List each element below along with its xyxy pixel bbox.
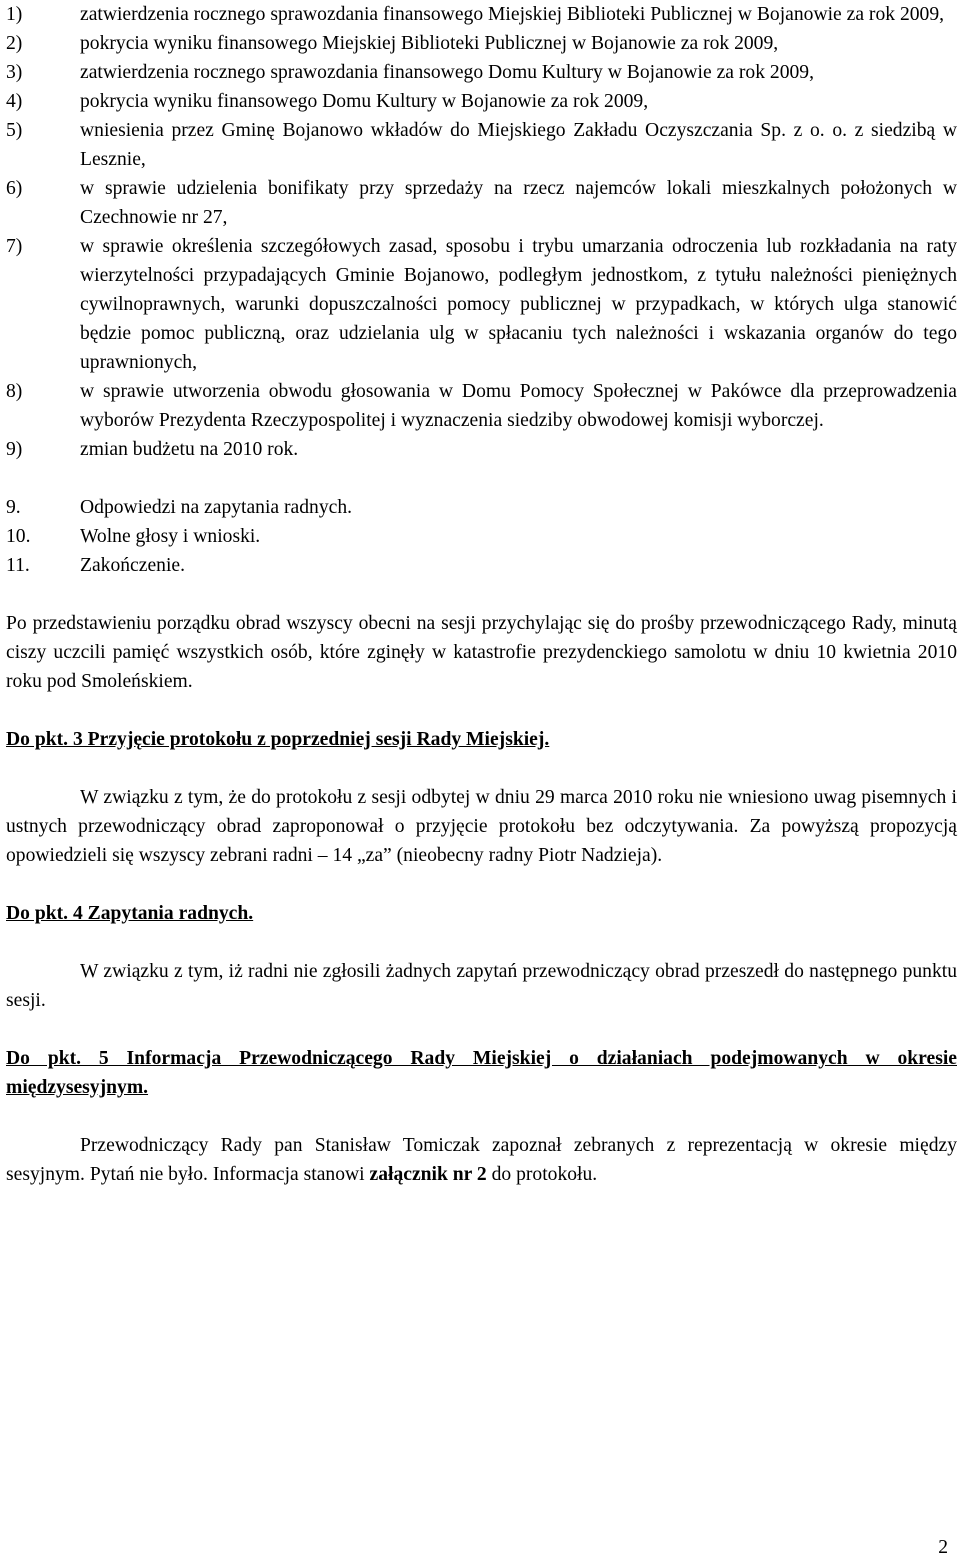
intro-paragraph: Po przedstawieniu porządku obrad wszyscy obecni na sesji przychylając się do prośby przewodniczącego Rady, minutą ciszy uczcili pamięć wszystkich osób, które zginęły w katastrofie prezydenckiego samolotu w dniu 10 kwietnia 2010 roku pod Smoleńskiem.: [6, 613, 957, 692]
item-text: zmian budżetu na 2010 rok.: [80, 439, 299, 460]
list-item: [6, 58, 957, 87]
section-5-heading: Do pkt. 5 Informacja Przewodniczącego Rady Miejskiej o działaniach podejmowanych w okresie międzysesyjnym.: [6, 1048, 957, 1098]
list-item: [6, 522, 957, 551]
list-item: [6, 0, 957, 29]
section-5-body-end: do protokołu.: [486, 1164, 598, 1185]
item-text: zatwierdzenia rocznego sprawozdania finansowego Domu Kultury w Bojanowie za rok 2009,: [80, 62, 814, 83]
item-text: w sprawie określenia szczegółowych zasad, sposobu i trybu umarzania odroczenia lub rozkładania na raty wierzytelności przypadających Gminie Bojanowo, podległym jednostkom, z tytułu należności pieniężnych cywilnoprawnych, warunki dopuszczalności pomocy publicznej w przypadkach, w których ulga stanowić będzie pomoc publiczną, oraz udzielania ulg w spłacaniu tych należności i wskazania organów do tego uprawnionych,: [80, 236, 957, 373]
list-item: [6, 493, 957, 522]
list-item: [6, 116, 957, 174]
page-number: 2: [938, 1537, 948, 1558]
item-text: pokrycia wyniku finansowego Domu Kultury w Bojanowie za rok 2009,: [80, 91, 649, 112]
attachment-reference: załącznik nr 2: [369, 1164, 487, 1185]
item-number: 9.: [6, 497, 21, 518]
list-item: [6, 551, 957, 580]
item-text: Zakończenie.: [80, 555, 185, 576]
item-text: w sprawie udzielenia bonifikaty przy sprzedaży na rzecz najemców lokali mieszkalnych położonych w Czechnowie nr 27,: [80, 178, 957, 228]
list-item: [6, 435, 957, 464]
list-item: [6, 87, 957, 116]
agenda-sublist: [6, 0, 957, 464]
section-4-heading: Do pkt. 4 Zapytania radnych.: [6, 903, 254, 924]
item-number: 6): [6, 178, 23, 199]
item-number: 4): [6, 91, 23, 112]
item-number: 3): [6, 62, 23, 83]
item-text: wniesienia przez Gminę Bojanowo wkładów do Miejskiego Zakładu Oczyszczania Sp. z o. o. z siedzibą w Lesznie,: [80, 120, 957, 170]
item-text: zatwierdzenia rocznego sprawozdania finansowego Miejskiej Biblioteki Publicznej w Bojanowie za rok 2009,: [80, 4, 945, 25]
item-number: 2): [6, 33, 23, 54]
item-number: 5): [6, 120, 23, 141]
list-item: [6, 29, 957, 58]
list-item: [6, 232, 957, 377]
item-number: 9): [6, 439, 23, 460]
item-number: 11.: [6, 555, 30, 576]
list-item: [6, 174, 957, 232]
item-text: Wolne głosy i wnioski.: [80, 526, 261, 547]
section-3-heading: Do pkt. 3 Przyjęcie protokołu z poprzedniej sesji Rady Miejskiej.: [6, 729, 550, 750]
item-number: 10.: [6, 526, 31, 547]
section-5-body: [6, 1131, 957, 1189]
list-item: [6, 377, 957, 435]
section-5-body-text: Przewodniczący Rady pan Stanisław Tomiczak zapoznał zebranych z reprezentacją w okresie między sesyjnym. Pytań nie było. Informacja stanowi: [6, 1135, 957, 1185]
section-4-body: W związku z tym, iż radni nie zgłosili żadnych zapytań przewodniczący obrad przeszedł do następnego punktu sesji.: [6, 961, 957, 1011]
agenda-mainlist: [6, 493, 957, 580]
item-text: pokrycia wyniku finansowego Miejskiej Biblioteki Publicznej w Bojanowie za rok 2009,: [80, 33, 779, 54]
item-number: 1): [6, 4, 23, 25]
item-number: 8): [6, 381, 23, 402]
item-text: Odpowiedzi na zapytania radnych.: [80, 497, 353, 518]
item-text: w sprawie utworzenia obwodu głosowania w Domu Pomocy Społecznej w Pakówce dla przeprowadzenia wyborów Prezydenta Rzeczypospolitej i wyznaczenia siedziby obwodowej komisji wyborczej.: [80, 381, 957, 431]
item-number: 7): [6, 236, 23, 257]
section-3-body: W związku z tym, że do protokołu z sesji odbytej w dniu 29 marca 2010 roku nie wniesiono uwag pisemnych i ustnych przewodniczący obrad zaproponował o przyjęcie protokołu bez odczytywania. Za powyższą propozycją opowiedzieli się wszyscy zebrani radni – 14 „za” (nieobecny radny Piotr Nadzieja).: [6, 787, 957, 866]
